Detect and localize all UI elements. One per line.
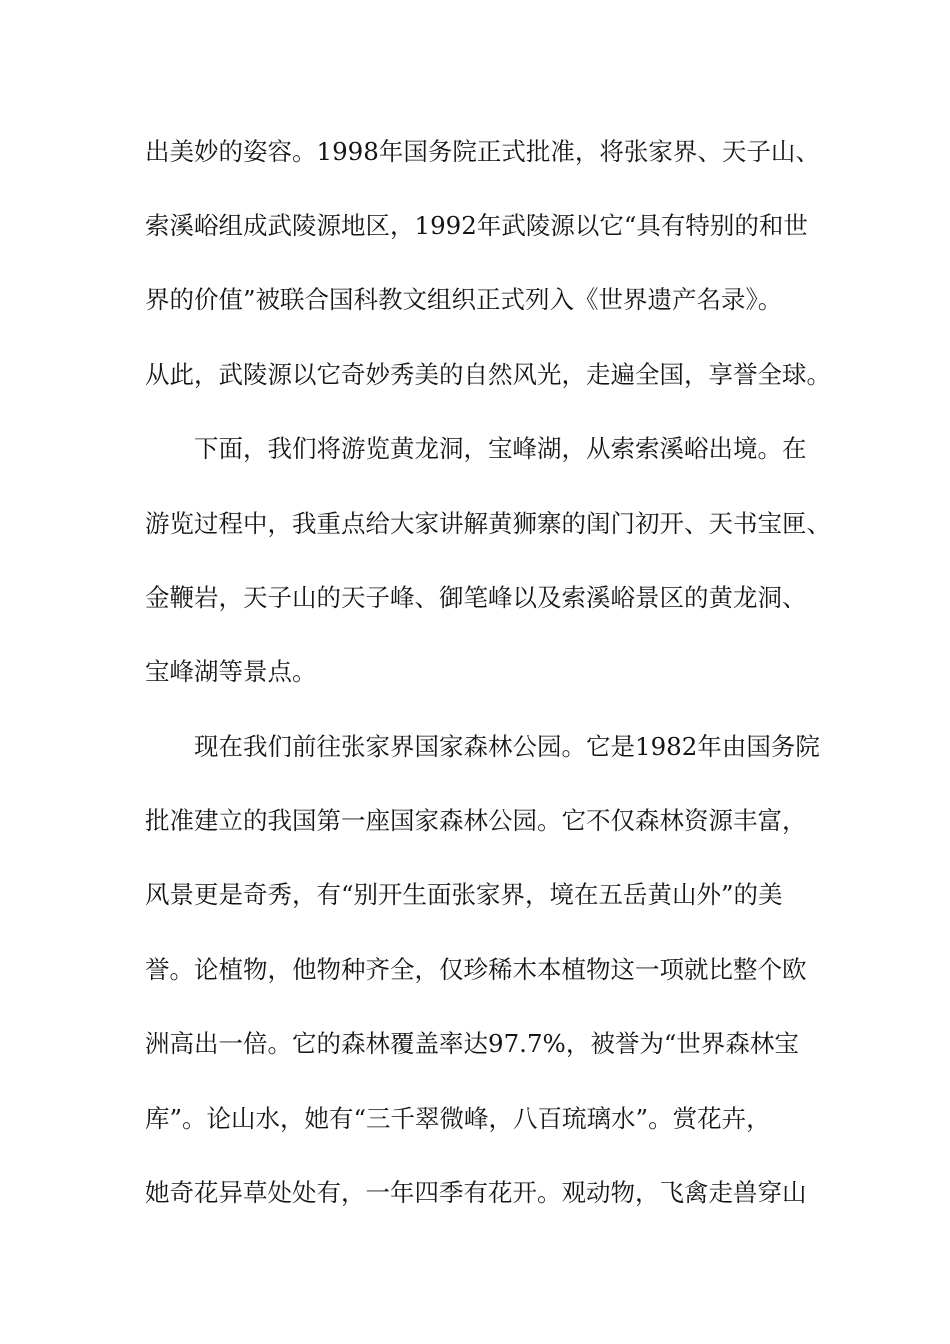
text-line: 誉。论植物，他物种齐全，仅珍稀木本植物这一项就比整个欧	[145, 955, 807, 984]
paragraph-first-line: 现在我们前往张家界国家森林公园。它是1982年由国务院	[194, 732, 820, 761]
text-line: 风景更是奇秀，有“别开生面张家界，境在五岳黄山外”的美	[145, 880, 783, 909]
text-line: 游览过程中，我重点给大家讲解黄狮寨的闺门初开、天书宝匣、	[145, 509, 831, 538]
paragraph-first-line: 下面，我们将游览黄龙洞，宝峰湖，从索索溪峪出境。在	[194, 434, 807, 463]
text-line: 金鞭岩，天子山的天子峰、御笔峰以及索溪峪景区的黄龙洞、	[145, 583, 807, 612]
text-line: 批准建立的我国第一座国家森林公园。它不仅森林资源丰富，	[145, 806, 807, 835]
text-line: 出美妙的姿容。1998年国务院正式批准，将张家界、天子山、	[145, 137, 820, 166]
text-line: 索溪峪组成武陵源地区，1992年武陵源以它“具有特别的和世	[145, 211, 808, 240]
text-line: 宝峰湖等景点。	[145, 657, 317, 686]
text-line: 从此，武陵源以它奇妙秀美的自然风光，走遍全国，享誉全球。	[145, 360, 831, 389]
text-line: 洲高出一倍。它的森林覆盖率达97.7%，被誉为“世界森林宝	[145, 1029, 799, 1058]
text-line: 界的价值”被联合国科教文组织正式列入《世界遗产名录》。	[145, 285, 783, 314]
text-line: 库”。论山水，她有“三千翠微峰，八百琉璃水”。赏花卉，	[145, 1104, 771, 1133]
text-line: 她奇花异草处处有，一年四季有花开。观动物，飞禽走兽穿山	[145, 1178, 807, 1207]
